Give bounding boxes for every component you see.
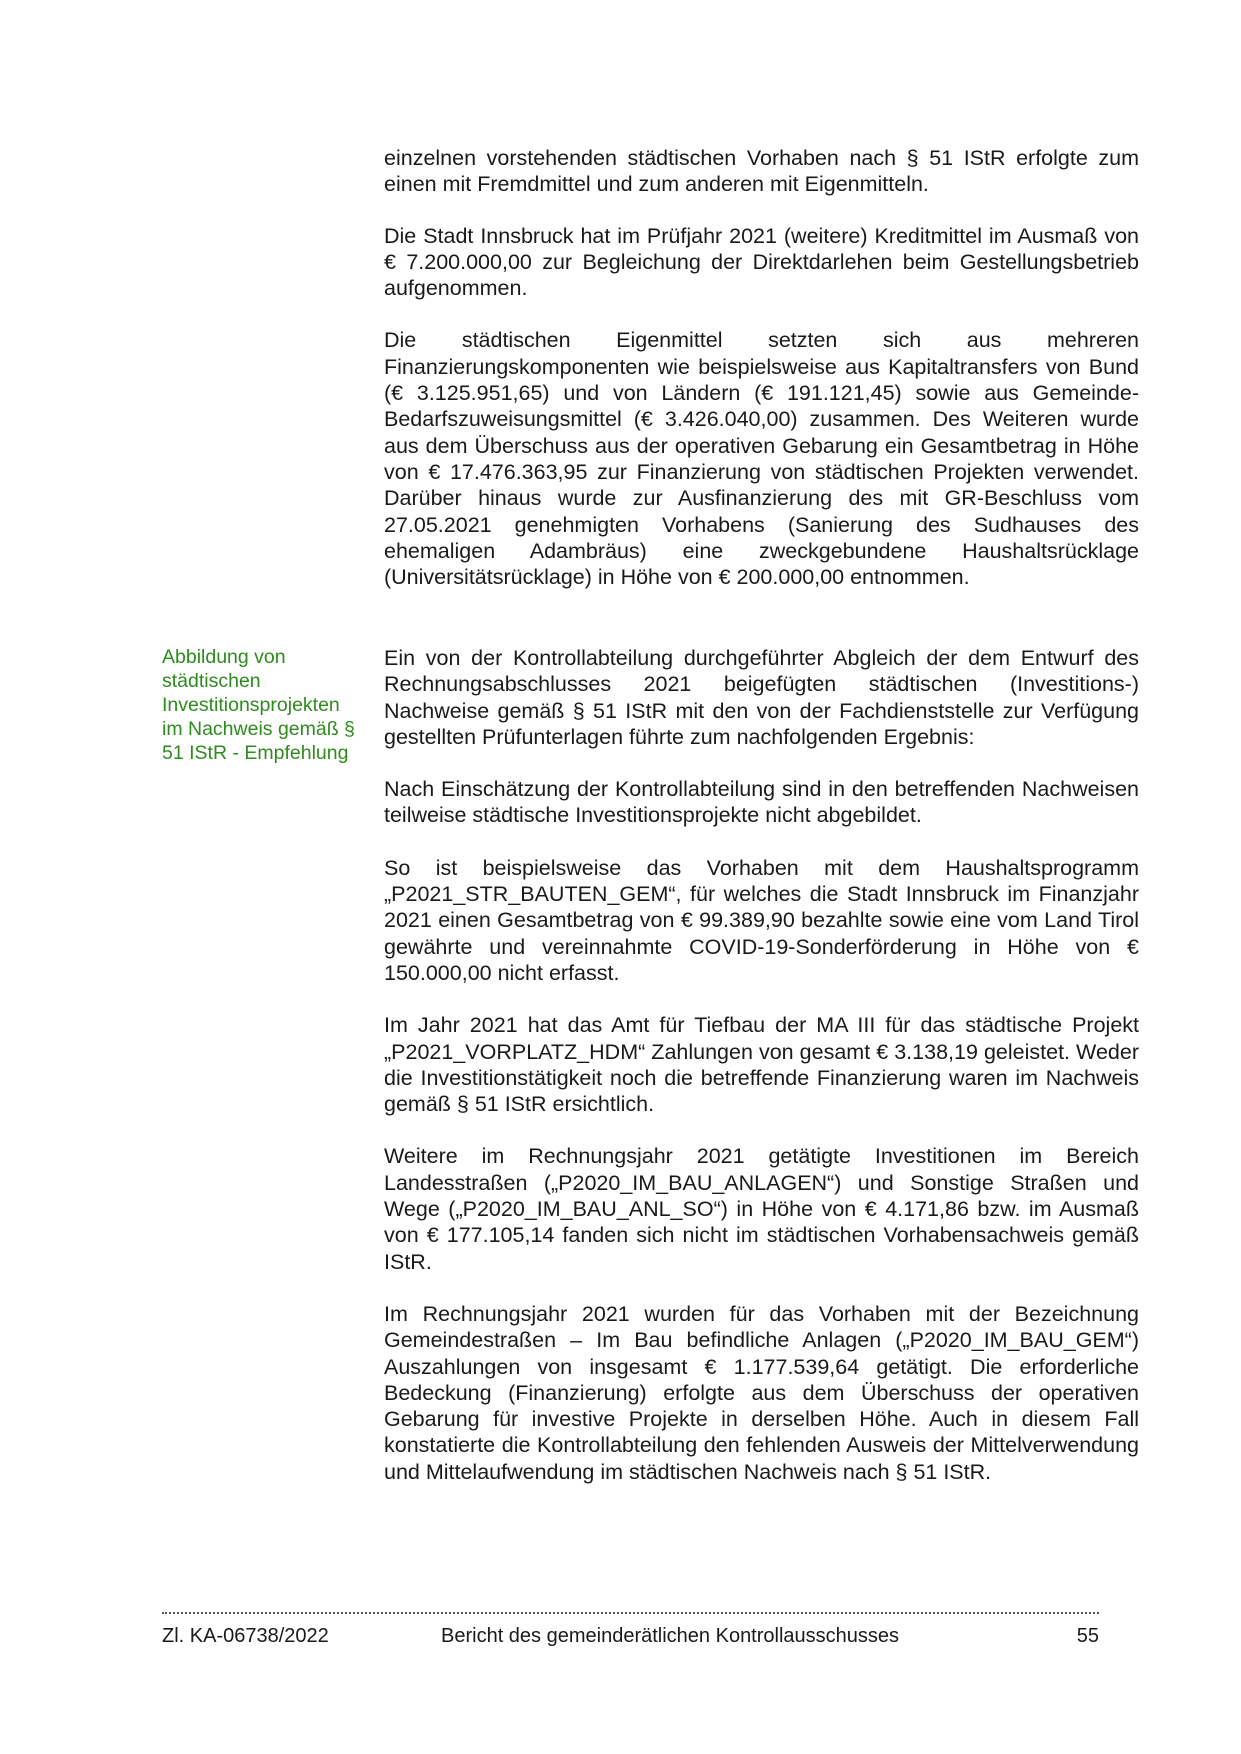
body-text-top bbox=[384, 145, 1139, 616]
page-footer bbox=[162, 1622, 1099, 1650]
paragraph-kreditmittel: Die Stadt Innsbruck hat im Prüfjahr 2021 (weitere) Kreditmittel im Ausmaß von € 7.200.000,00 zur Begleichung der Direktdarlehen beim Gestellungsbetrieb aufgenommen. bbox=[384, 223, 1139, 301]
footer-title: Bericht des gemeinderätlichen Kontrollausschusses bbox=[441, 1625, 900, 1647]
paragraph-str-bauten-gem: So ist beispielsweise das Vorhaben mit dem Haushaltsprogramm „P2021_STR_BAUTEN_GEM“, für welches die Stadt Innsbruck im Finanzjahr 2021 einen Gesamtbetrag von € 99.389,90 bezahlte sowie eine vom Land Tirol gewährte und vereinnahmte COVID-19-Sonderförderung in Höhe von € 150.000,00 nicht erfasst. bbox=[384, 855, 1139, 985]
footer-divider bbox=[162, 1612, 1099, 1614]
paragraph-einschaetzung: Nach Einschätzung der Kontrollabteilung sind in den betreffenden Nachweisen teilweise städtische Investitionsprojekte nicht abgebildet. bbox=[384, 777, 1139, 828]
paragraph-eigenmittel-intro: einzelnen vorstehenden städtischen Vorhaben nach § 51 IStR erfolgte zum einen mit Fremdmittel und zum anderen mit Eigenmitteln. bbox=[384, 146, 1139, 197]
paragraph-vorplatz-hdm: Im Jahr 2021 hat das Amt für Tiefbau der MA III für das städtische Projekt „P2021_VORPLATZ_HDM“ Zahlungen von gesamt € 3.138,19 geleistet. Weder die Investitionstätigkeit noch die betreffende Finanzierung waren im Nachweis gemäß § 51 IStR ersichtlich. bbox=[384, 1013, 1139, 1117]
footer-reference: Zl. KA-06738/2022 bbox=[162, 1625, 329, 1647]
margin-note-heading: Abbildung von städtischen Investitionsprojekten im Nachweis gemäß § 51 IStR - Empfehlung bbox=[162, 646, 355, 764]
paragraph-gemeindestrassen: Im Rechnungsjahr 2021 wurden für das Vorhaben mit der Bezeichnung Gemeindestraßen – Im Bau befindliche Anlagen („P2020_IM_BAU_GEM“) Auszahlungen von insgesamt € 1.177.539,64 getätigt. Die erforderliche Bedeckung (Finanzierung) erfolgte aus dem Überschuss der operativen Gebarung für investive Projekte in derselben Höhe. Auch in diesem Fall konstatierte die Kontrollabteilung den fehlenden Ausweis der Mittelverwendung und Mittelaufwendung im städtischen Nachweis nach § 51 IStR. bbox=[384, 1301, 1139, 1484]
page-number: 55 bbox=[1076, 1625, 1099, 1647]
paragraph-eigenmittel-komponenten: Die städtischen Eigenmittel setzten sich aus mehreren Finanzierungskomponenten wie beispielsweise aus Kapitaltransfers von Bund (€ 3.125.951,65) und von Ländern (€ 191.121,45) sowie aus Gemeinde-Bedarfszuweisungsmittel (€ 3.426.040,00) zusammen. Des Weiteren wurde aus dem Überschuss aus der operativen Gebarung ein Gesamtbetrag in Höhe von € 17.476.363,95 zur Finanzierung von städtischen Projekten verwendet. Darüber hinaus wurde zur Ausfinanzierung des mit GR-Beschluss vom 27.05.2021 genehmigten Vorhabens (Sanierung des Sudhauses des ehemaligen Adambräus) eine zweckgebundene Haushaltsrücklage (Universitätsrücklage) in Höhe von € 200.000,00 entnommen. bbox=[384, 328, 1139, 590]
body-text-bottom bbox=[384, 645, 1139, 1511]
paragraph-abgleich: Ein von der Kontrollabteilung durchgeführter Abgleich der dem Entwurf des Rechnungsabschlusses 2021 beigefügten städtischen (Investitions-) Nachweise gemäß § 51 IStR mit den von der Fachdienststelle zur Verfügung gestellten Prüfunterlagen führte zum nachfolgenden Ergebnis: bbox=[384, 646, 1139, 749]
paragraph-landesstrassen: Weitere im Rechnungsjahr 2021 getätigte Investitionen im Bereich Landesstraßen („P2020_IM_BAU_ANLAGEN“) und Sonstige Straßen und Wege („P2020_IM_BAU_ANL_SO“) in Höhe von € 4.171,86 bzw. im Ausmaß von € 177.105,14 fanden sich nicht im städtischen Vorhabensachweis gemäß IStR. bbox=[384, 1144, 1139, 1274]
